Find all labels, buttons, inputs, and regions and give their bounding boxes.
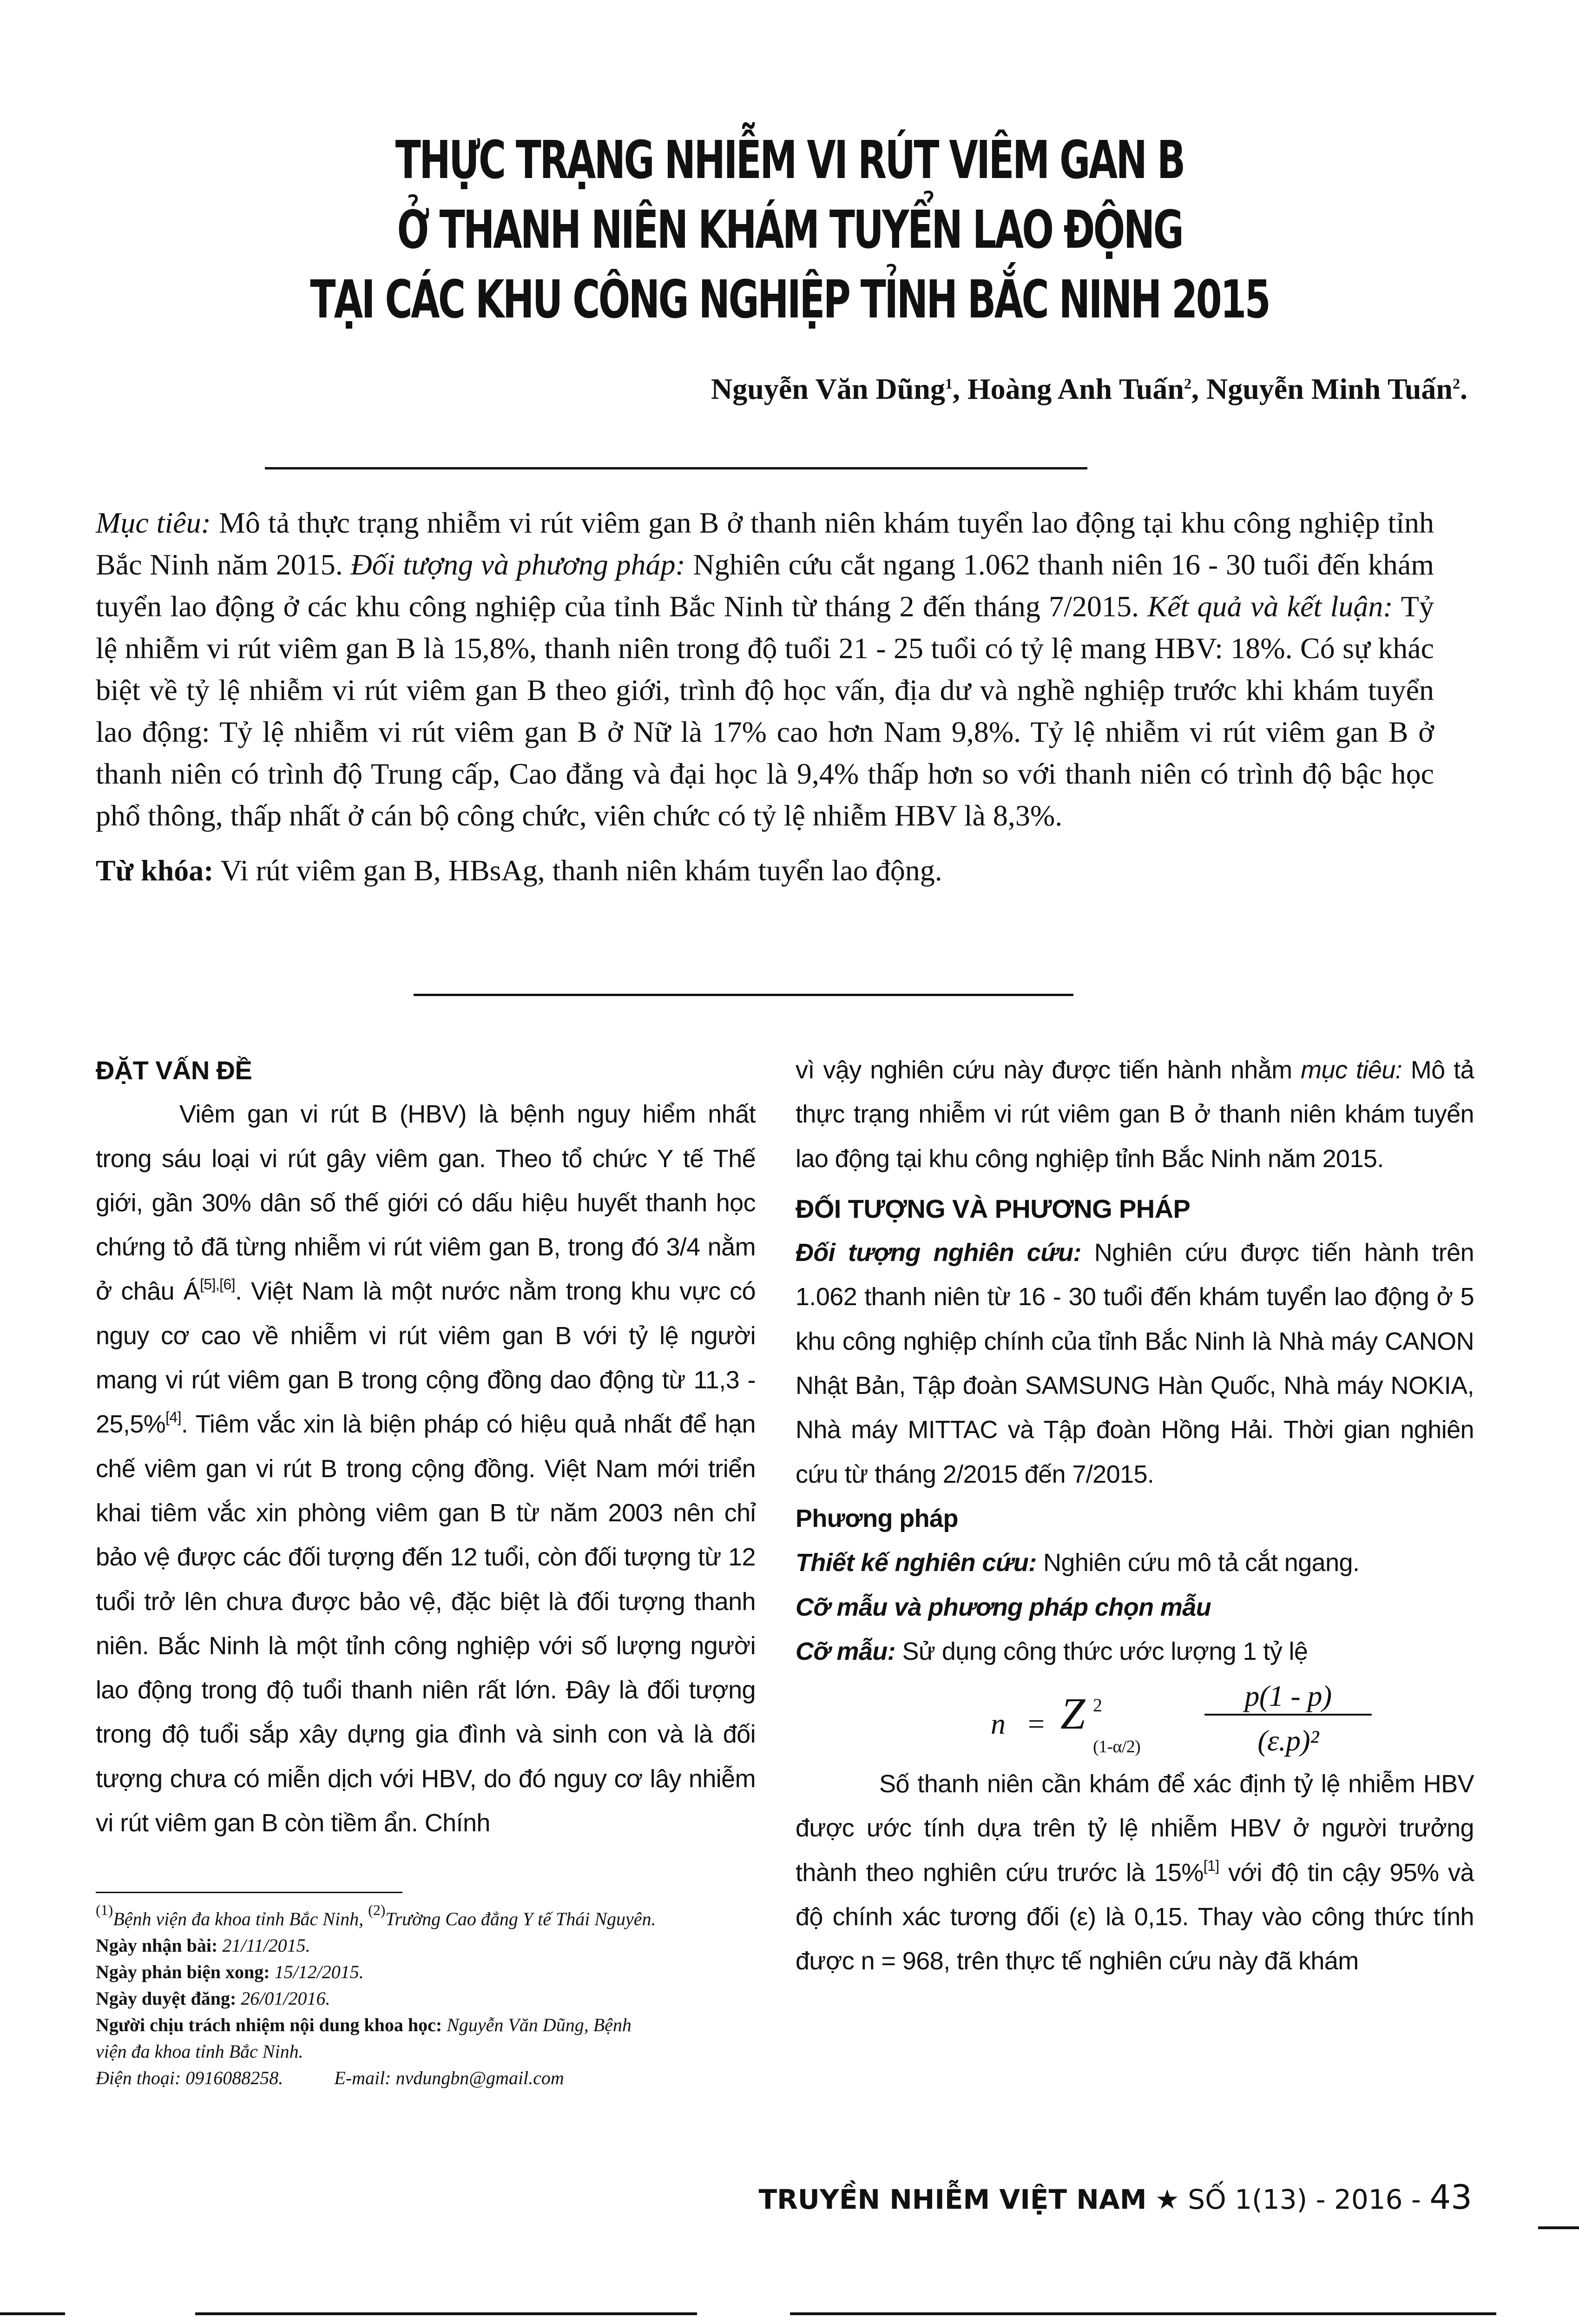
citation: [1]	[1203, 1857, 1219, 1874]
formula-denominator: (ε.p)²	[1257, 1724, 1319, 1757]
responsible-author	[96, 2012, 765, 2038]
footnote-rule	[96, 1892, 402, 1893]
subjects-label: Đối tượng nghiên cứu:	[796, 1239, 1081, 1267]
intro-text-3: . Tiêm vắc xin là biện pháp có hiệu quả nhất để hạn chế viêm gan vi rút B trong cộng đồng. Việt Nam mới triển khai tiêm vắc xin phòng viêm gan B từ năm 2003 nên chỉ bảo vệ được các đối tượng đến 12 tuổi, còn đối tượng từ 12 tuổi trở lên chưa được bảo vệ, đặc biệt là đối tượng thanh niên. Bắc Ninh là một tỉnh công nghiệp với số lượng người lao động trong độ tuổi thanh niên rất lớn. Đây là đối tượng trong độ tuổi sắp xây dựng gia đình và sinh con và là đối tượng chưa có miễn dịch với HBV, do đó nguy cơ lây nhiễm vi rút viêm gan B còn tiềm ẩn. Chính	[96, 1410, 756, 1837]
title-line-3: TẠI CÁC KHU CÔNG NGHIỆP TỈNH BẮC NINH 2015	[310, 270, 1270, 330]
explanation-text-1: Số thanh niên cần khám để xác định tỷ lệ nhiễm HBV được ước tính dựa trên tỷ lệ nhiễm HBV ở người trưởng thành theo nghiên cứu trước là 15%	[796, 1770, 1474, 1887]
date-accepted	[96, 1985, 765, 2012]
responsible-affiliation	[96, 2038, 765, 2065]
intro-text-1: Viêm gan vi rút B (HBV) là bệnh nguy hiểm nhất trong sáu loại vi rút gây viêm gan. Theo tổ chức Y tế Thế giới, gần 30% dân số thế giới có dấu hiệu huyết thanh học chứng tỏ đã từng nhiễm vi rút viêm gan B, trong đó 3/4 nằm ở châu Á	[96, 1100, 756, 1306]
email: E-mail: nvdungbn@gmail.com	[334, 2067, 564, 2088]
received-date: 21/11/2015.	[222, 1935, 310, 1956]
abstract-top-rule	[265, 467, 1087, 469]
subjects-paragraph	[796, 1231, 1474, 1497]
methods-label: Đối tượng và phương pháp:	[350, 548, 685, 581]
date-received	[96, 1932, 765, 1959]
intro-text-2: . Việt Nam là một nước nằm trong khu vực có nguy cơ cao về nhiễm vi rút viêm gan B với tỷ lệ người mang vi rút viêm gan B trong cộng đồng dao động từ 11,3 - 25,5%	[96, 1277, 756, 1439]
explanation-text-2: với độ tin cậy 95% và độ chính xác tương đối (ε) là 0,15. Thay vào công thức tính được n = 968, trên thực tế nghiên cứu này đã khám	[796, 1858, 1474, 1975]
design-label: Thiết kế nghiên cứu:	[796, 1549, 1037, 1577]
phone: Điện thoại: 0916088258.	[96, 2067, 283, 2088]
contact	[96, 2065, 765, 2091]
formula-z-subscript: (1-α/2)	[1093, 1737, 1141, 1757]
scan-edge-bottom-mid	[195, 2312, 697, 2315]
affiliation-marker: (2)	[368, 1901, 386, 1918]
right-column	[796, 1048, 1474, 1984]
author-list: Nguyễn Văn Dũng$^1$, Hoàng Anh Tuấn$^2$, Nguyễn Minh Tuấn$^2$.	[711, 372, 1467, 405]
objective-text: Mô tả thực trạng nhiễm vi rút viêm gan B ở thanh niên khám tuyển lao động tại khu công nghiệp tỉnh Bắc Ninh năm 2015.	[96, 506, 1434, 581]
scan-edge-bottom-left	[0, 2312, 65, 2315]
affiliation-1: Bệnh viện đa khoa tỉnh Bắc Ninh,	[113, 1908, 364, 1929]
footnotes	[96, 1901, 765, 2091]
title-line-2: Ở THANH NIÊN KHÁM TUYỂN LAO ĐỘNG	[397, 200, 1183, 260]
abstract-bottom-rule	[414, 994, 1073, 996]
author-3-affiliation: 2	[1453, 375, 1460, 392]
responsible-label: Người chịu trách nhiệm nội dung khoa học:	[96, 2014, 442, 2035]
responsible-name: Nguyễn Văn Dũng, Bệnh	[447, 2014, 632, 2035]
author-2: Hoàng Anh Tuấn	[967, 372, 1184, 405]
keywords-text: Vi rút viêm gan B, HBsAg, thanh niên khám tuyển lao động.	[220, 854, 942, 887]
method-heading: Phương pháp	[796, 1504, 958, 1532]
page-number: 43	[1429, 2178, 1472, 2217]
subjects-text: Nghiên cứu được tiến hành trên 1.062 thanh niên từ 16 - 30 tuổi đến khám tuyển lao động ở 5 khu công nghiệp chính của tỉnh Bắc Ninh là Nhà máy CANON Nhật Bản, Tập đoàn SAMSUNG Hàn Quốc, Nhà máy NOKIA, Nhà máy MITTAC và Tập đoàn Hồng Hải. Thời gian nghiên cứu từ tháng 2/2015 đến 7/2015.	[796, 1239, 1474, 1488]
formula-fraction-bar	[1204, 1714, 1372, 1716]
design-text: Nghiên cứu mô tả cắt ngang.	[1043, 1549, 1360, 1577]
objective-text-1: vì vậy nghiên cứu này được tiến hành nhằm	[796, 1056, 1292, 1084]
author-2-affiliation: 2	[1184, 375, 1191, 392]
section-heading-methods: ĐỐI TƯỢNG VÀ PHƯƠNG PHÁP	[796, 1194, 1191, 1223]
abstract	[96, 502, 1434, 891]
affiliations	[96, 1901, 765, 1932]
objective-text-2: Mô tả thực trạng nhiễm vi rút viêm gan B ở thanh niên khám tuyển lao động tại khu công nghiệp tỉnh Bắc Ninh năm 2015.	[796, 1056, 1474, 1173]
reviewed-label: Ngày phản biện xong:	[96, 1961, 270, 1982]
keywords-label: Từ khóa:	[96, 854, 214, 887]
design-paragraph	[796, 1541, 1474, 1585]
citation: [4]	[165, 1409, 181, 1426]
sample-size-formula	[796, 1674, 1474, 1762]
formula-numerator: p(1 - p)	[1244, 1679, 1332, 1713]
received-label: Ngày nhận bài:	[96, 1935, 218, 1956]
affiliation-2: Trường Cao đẳng Y tế Thái Nguyên.	[385, 1908, 656, 1929]
article-title	[221, 125, 1358, 335]
formula-lhs: n	[991, 1707, 1006, 1741]
accepted-date: 26/01/2016.	[241, 1988, 330, 2009]
methods-text: Nghiên cứu cắt ngang 1.062 thanh niên 16 - 30 tuổi đến khám tuyển lao động ở các khu công nghiệp của tỉnh Bắc Ninh từ tháng 2 đến tháng 7/2015.	[96, 548, 1434, 623]
objective-paragraph	[796, 1048, 1474, 1181]
affiliation-marker: (1)	[96, 1901, 113, 1918]
objective-label: Mục tiêu:	[96, 506, 211, 539]
formula-z: Z	[1060, 1689, 1085, 1739]
page-footer	[759, 2178, 1472, 2217]
accepted-label: Ngày duyệt đăng:	[96, 1988, 237, 2009]
results-label: Kết quả và kết luận:	[1147, 590, 1393, 623]
sample-size-text: Sử dụng công thức ước lượng 1 tỷ lệ	[902, 1637, 1308, 1665]
abstract-body	[96, 502, 1434, 837]
sample-size-explanation	[796, 1762, 1474, 1983]
section-heading-introduction: ĐẶT VẤN ĐỀ	[96, 1056, 252, 1085]
author-1: Nguyễn Văn Dũng	[711, 372, 945, 405]
scan-edge-bottom-right	[790, 2312, 1496, 2315]
keywords	[96, 850, 1434, 891]
objective-label: mục tiêu:	[1301, 1056, 1402, 1084]
formula-equals: =	[1028, 1707, 1045, 1741]
sample-heading: Cỡ mẫu và phương pháp chọn mẫu	[796, 1593, 1211, 1621]
reviewed-date: 15/12/2015.	[274, 1961, 364, 1982]
citation: [5],[6]	[200, 1276, 235, 1293]
sample-size-paragraph	[796, 1630, 1474, 1674]
left-column	[96, 1048, 756, 1845]
results-text: Tỷ lệ nhiễm vi rút viêm gan B là 15,8%, thanh niên trong độ tuổi 21 - 25 tuổi có tỷ lệ mang HBV: 18%. Có sự khác biệt về tỷ lệ nhiễm vi rút viêm gan B theo giới, trình độ học vấn, địa dư và nghề nghiệp trước khi khám tuyển lao động: Tỷ lệ nhiễm vi rút viêm gan B ở Nữ là 17% cao hơn Nam 9,8%. Tỷ lệ nhiễm vi rút viêm gan B ở thanh niên có trình độ Trung cấp, Cao đẳng và đại học là 9,4% thấp hơn so với thanh niên có trình độ bậc học phổ thông, thấp nhất ở cán bộ công chức, viên chức có tỷ lệ nhiễm HBV là 8,3%.	[96, 590, 1434, 832]
date-reviewed	[96, 1959, 765, 1985]
scan-edge-right	[1538, 2226, 1579, 2229]
issue-info: SỐ 1(13) - 2016 -	[1188, 2184, 1421, 2215]
introduction-paragraph	[96, 1092, 756, 1845]
formula-z-exponent: 2	[1093, 1695, 1102, 1716]
author-1-affiliation: 1	[945, 375, 953, 392]
journal-name: TRUYỀN NHIỄM VIỆT NAM	[758, 2184, 1147, 2215]
star-icon: ★	[1155, 2184, 1179, 2215]
sample-size-label: Cỡ mẫu:	[796, 1637, 896, 1665]
author-3: Nguyễn Minh Tuấn	[1206, 372, 1453, 405]
title-line-1: THỰC TRẠNG NHIỄM VI RÚT VIÊM GAN B	[395, 130, 1184, 191]
responsible-affiliation-text: viện đa khoa tỉnh Bắc Ninh.	[96, 2041, 303, 2062]
